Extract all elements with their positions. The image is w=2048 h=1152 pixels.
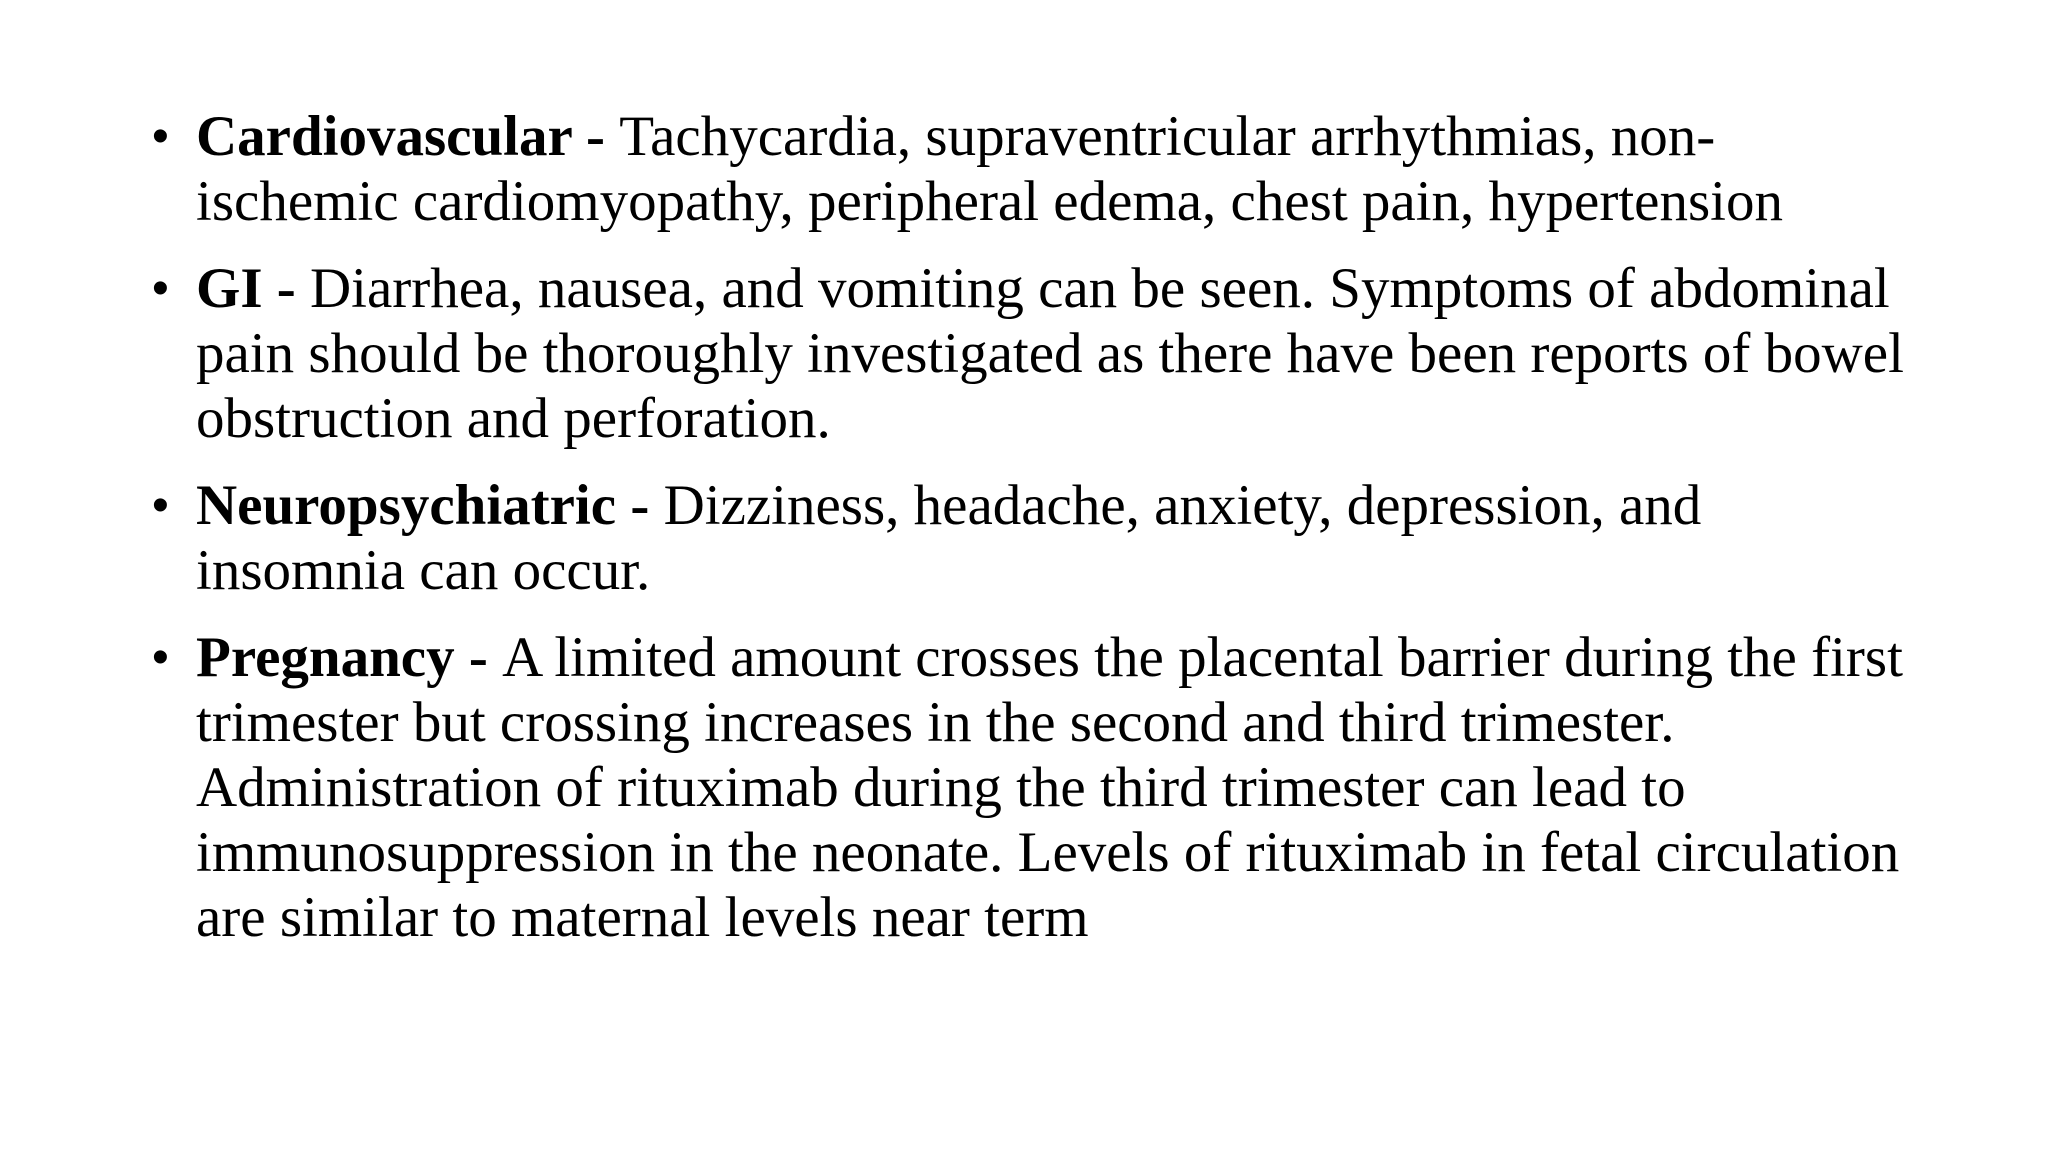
bullet-text: Diarrhea, nausea, and vomiting can be seen. Symptoms of abdominal pain should be thoroughly investigated as there have been reports of bowel obstruction and perforation. <box>196 257 1904 450</box>
bullet-term: Pregnancy - <box>196 626 503 689</box>
bullet-dot-icon: • <box>152 631 169 684</box>
bullet-list <box>152 104 1912 972</box>
bullet-text: Tachycardia, supraventricular arrhythmias, non-ischemic cardiomyopathy, peripheral edema, chest pain, hypertension <box>196 105 1783 233</box>
bullet-term: GI - <box>196 257 310 320</box>
bullet-item-neuropsychiatric <box>152 473 1912 603</box>
bullet-term: Neuropsychiatric - <box>196 474 664 537</box>
bullet-dot-icon: • <box>152 262 169 315</box>
bullet-dot-icon: • <box>152 110 169 163</box>
bullet-text: Dizziness, headache, anxiety, depression, and insomnia can occur. <box>196 474 1702 602</box>
bullet-term: Cardiovascular - <box>196 105 620 168</box>
bullet-item-pregnancy <box>152 625 1912 950</box>
bullet-dot-icon: • <box>152 479 169 532</box>
bullet-item-cardiovascular <box>152 104 1912 234</box>
bullet-item-gi <box>152 256 1912 451</box>
bullet-text: A limited amount crosses the placental barrier during the first trimester but crossing increases in the second and third trimester. Administration of rituximab during the third trimester can lead to immunosuppression in the neonate. Levels of rituximab in fetal circulation are similar to maternal levels near term <box>196 626 1903 949</box>
